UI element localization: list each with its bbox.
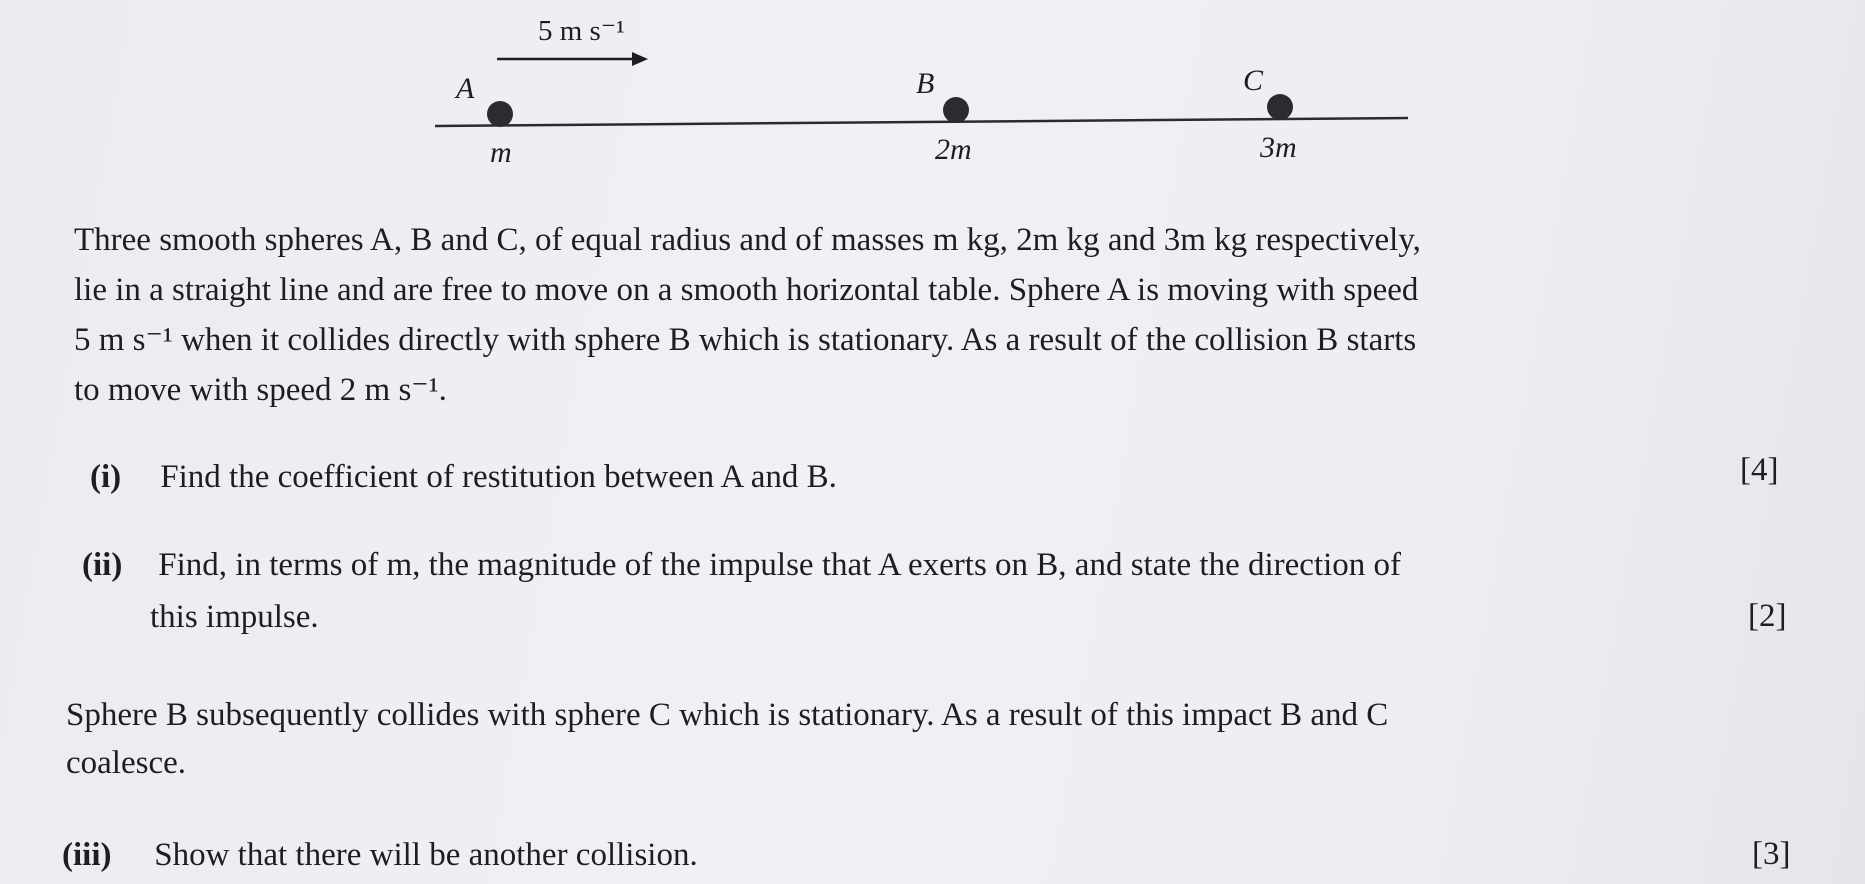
question-text: Find the coefficient of restitution between A and B.: [160, 459, 837, 495]
question-text: this impulse.: [150, 599, 319, 635]
stem-line-1: Three smooth spheres A, B and C, of equal radius and of masses m kg, 2m kg and 3m kg respectively,: [74, 222, 1421, 258]
problem-stem: [74, 215, 1799, 415]
continuation-line-1: Sphere B subsequently collides with sphere C which is stationary. As a result of this impact B and C: [66, 697, 1389, 733]
sphere-c: [1267, 94, 1293, 120]
sphere-a-mass: m: [490, 136, 512, 169]
marks-iii: [3]: [1752, 836, 1791, 872]
sphere-b: [943, 97, 969, 123]
continuation-line-2: coalesce.: [66, 745, 186, 781]
question-number: (ii): [82, 547, 123, 583]
question-number: (i): [90, 459, 122, 495]
question-ii-continued: [150, 592, 319, 642]
marks-i: [4]: [1740, 452, 1779, 488]
question-number: (iii): [62, 837, 112, 873]
velocity-label: 5 m s⁻¹: [538, 15, 625, 47]
sphere-a-label: A: [456, 72, 475, 105]
arrow-head-icon: [632, 52, 648, 66]
question-ii: [82, 540, 1401, 590]
sphere-b-mass: 2m: [935, 133, 972, 166]
sphere-b-label: B: [916, 67, 935, 100]
sphere-c-label: C: [1243, 64, 1264, 97]
collision-diagram: [0, 0, 1865, 180]
sphere-a: [487, 101, 513, 127]
question-iii: [62, 830, 698, 880]
stem-line-3: 5 m s⁻¹ when it collides directly with sphere B which is stationary. As a result of the collision B starts: [74, 322, 1417, 358]
stem-line-4: to move with speed 2 m s⁻¹.: [74, 372, 447, 408]
marks-ii: [2]: [1748, 598, 1787, 634]
question-text: Show that there will be another collision.: [154, 837, 698, 873]
stem-line-2: lie in a straight line and are free to move on a smooth horizontal table. Sphere A is moving with speed: [74, 272, 1419, 308]
question-text: Find, in terms of m, the magnitude of the impulse that A exerts on B, and state the direction of: [158, 547, 1402, 583]
table-surface-line: [435, 118, 1408, 126]
question-i: [90, 452, 837, 502]
sphere-c-mass: 3m: [1260, 131, 1297, 164]
